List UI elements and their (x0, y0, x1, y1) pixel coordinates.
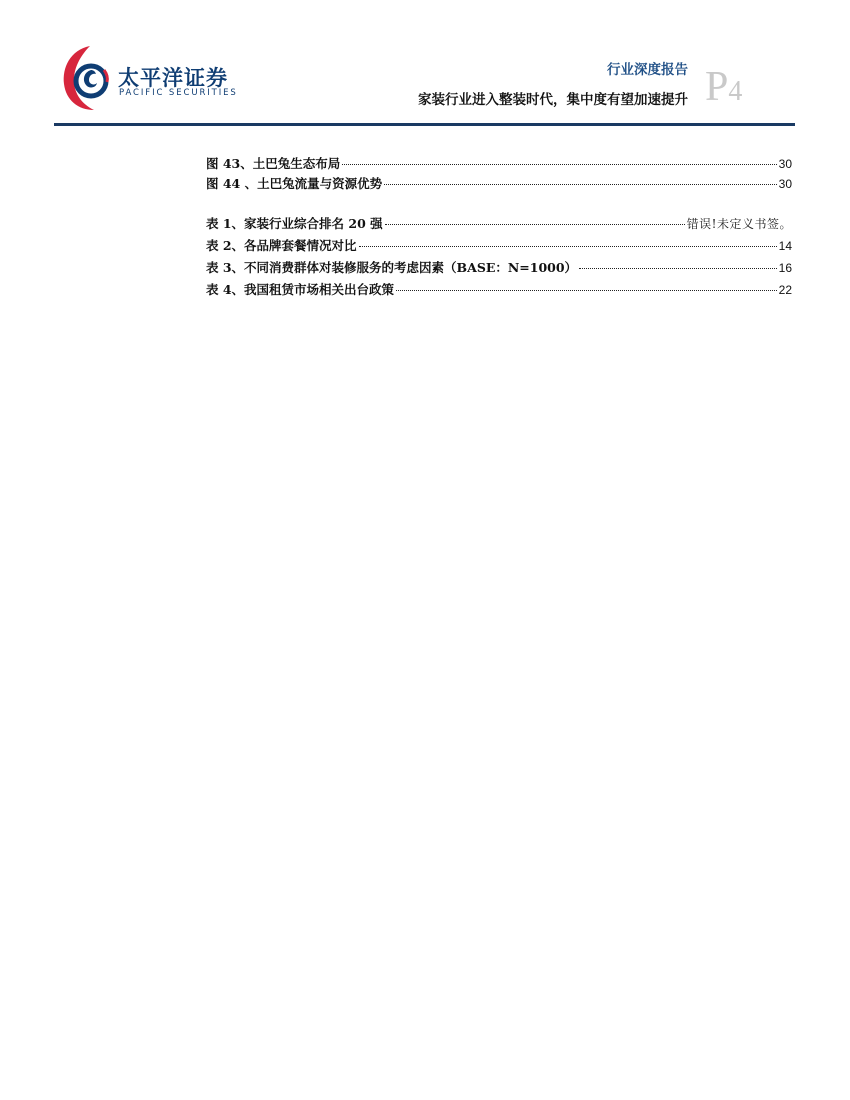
toc-entry-label: 表 2、各品牌套餐情况对比 (206, 238, 357, 253)
page-number: 4 (728, 76, 743, 107)
toc-entry-figure-44[interactable] (206, 174, 792, 192)
page-number-mark (705, 66, 742, 108)
toc-entry-label: 表 1、家装行业综合排名 20 强 (206, 216, 383, 231)
toc-dot-leader (342, 164, 776, 165)
toc-entry-figure-43[interactable] (206, 154, 792, 172)
toc-dot-leader (396, 290, 777, 291)
toc-entry-table-4[interactable] (206, 280, 792, 298)
toc-entry-label: 表 3、不同消费群体对装修服务的考虑因素（BASE：N=1000） (206, 260, 578, 275)
report-type: 行业深度报告 (607, 62, 688, 78)
toc-entry-page: 30 (778, 177, 792, 191)
toc-entry-label: 表 4、我国租赁市场相关出台政策 (206, 282, 395, 297)
toc-entry-table-2[interactable] (206, 236, 792, 254)
toc-entry-page: 30 (778, 157, 792, 171)
toc-dot-leader (385, 224, 685, 225)
toc-entry-page-error: 错误!未定义书签。 (686, 217, 792, 231)
brand-name-en: PACIFIC SECURITIES (119, 88, 238, 98)
brand-name-cn: 太平洋证券 (118, 66, 228, 90)
toc-entry-table-3[interactable] (206, 258, 792, 276)
pacific-securities-logo-icon (60, 44, 112, 112)
toc-entry-label: 图 43、土巴兔生态布局 (206, 156, 341, 171)
toc-entry-page: 14 (778, 239, 792, 253)
toc-dot-leader (384, 184, 777, 185)
toc-entry-table-1[interactable] (206, 214, 792, 232)
toc-entry-page: 16 (778, 261, 792, 275)
toc-entry-label: 图 44 、土巴兔流量与资源优势 (206, 176, 383, 191)
header-divider (54, 123, 795, 126)
toc-dot-leader (359, 246, 777, 247)
page-letter: P (705, 64, 729, 110)
toc-dot-leader (579, 268, 777, 269)
toc-entry-page: 22 (778, 283, 792, 297)
report-title: 家装行业进入整装时代，集中度有望加速提升 (418, 92, 688, 108)
